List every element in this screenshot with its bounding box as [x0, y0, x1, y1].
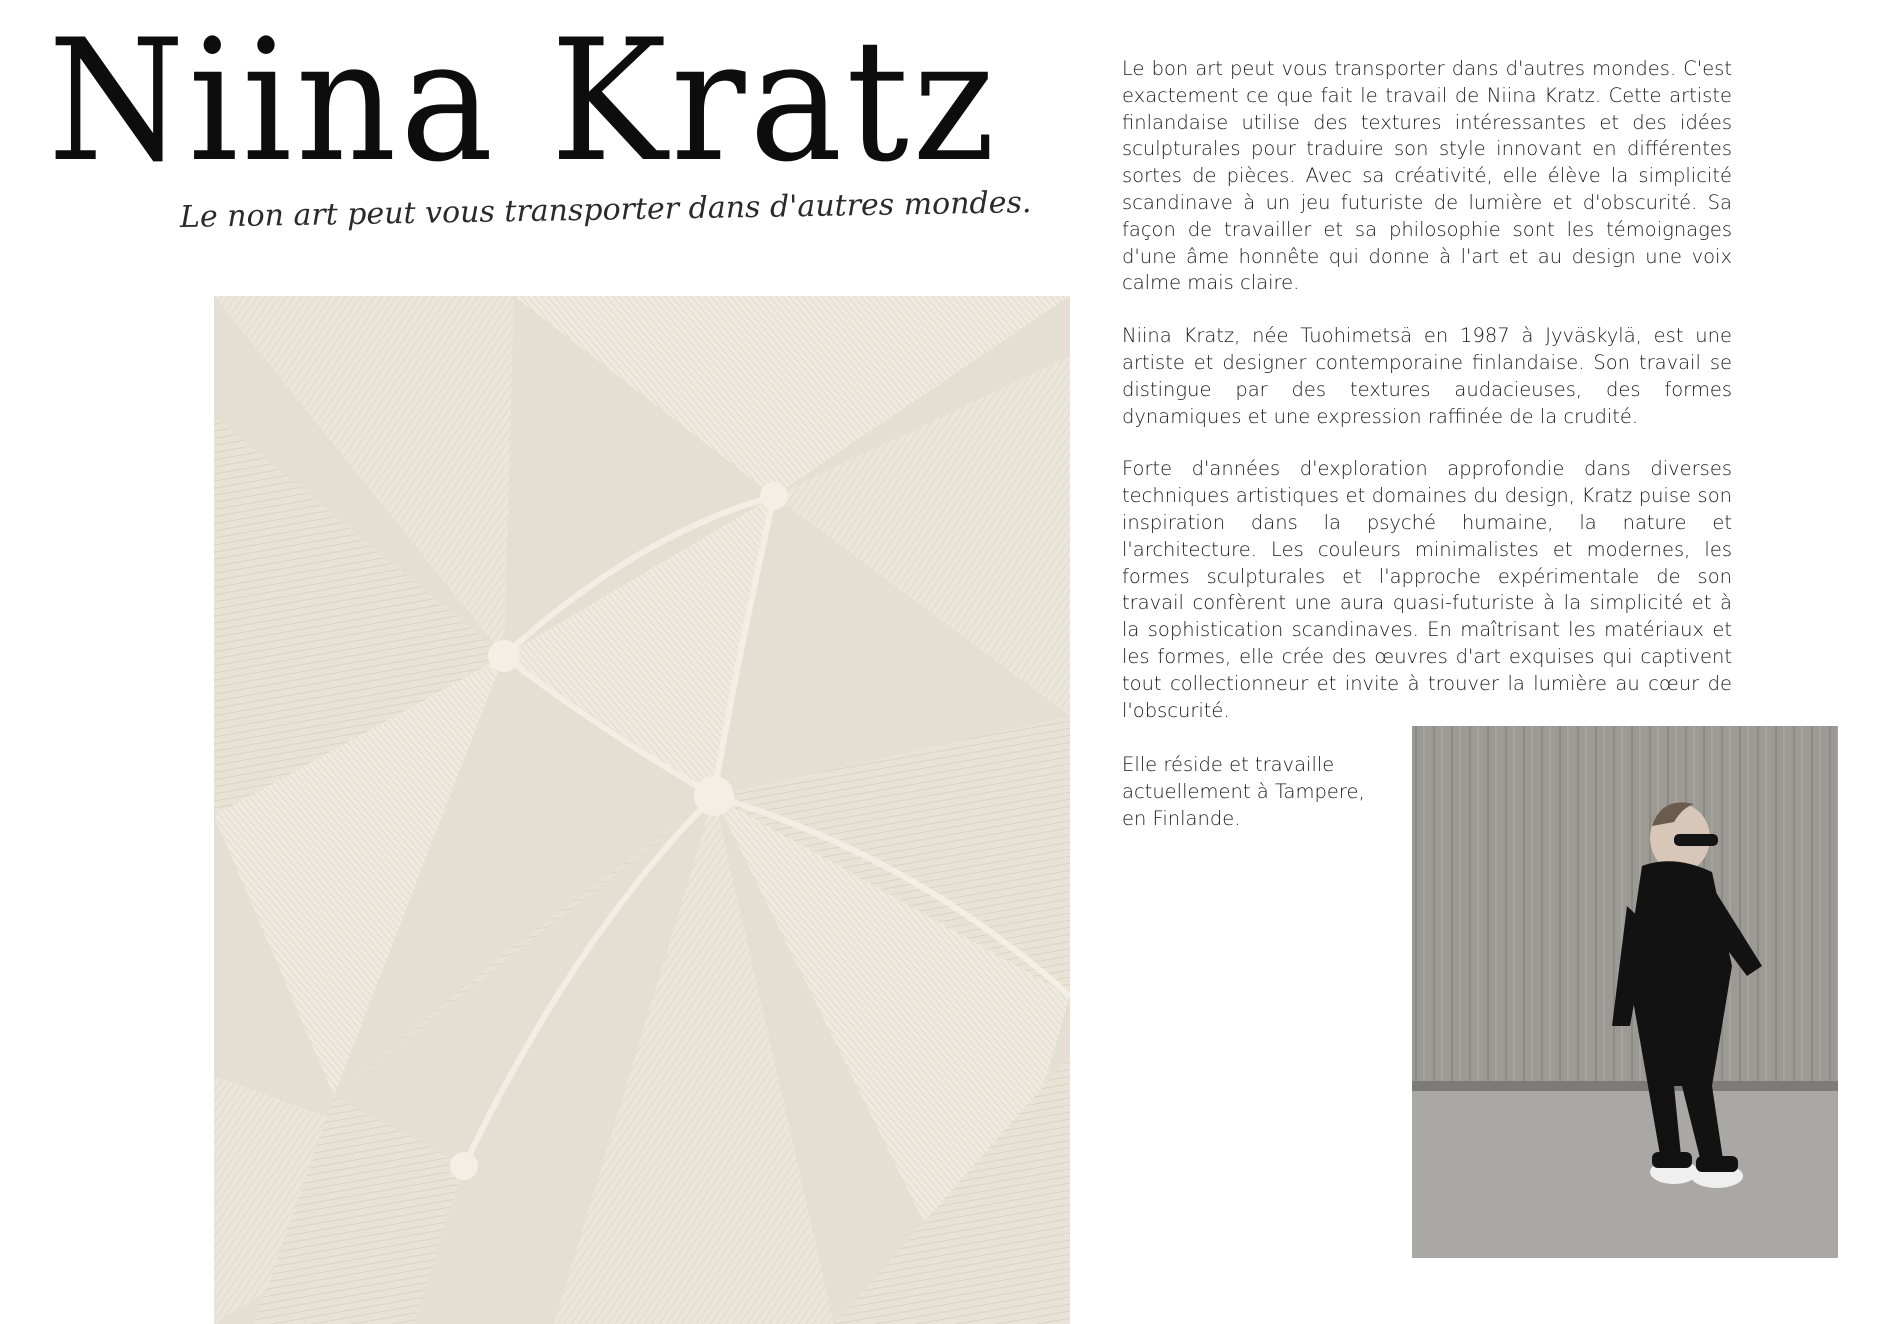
artist-name-title: Niina Kratz [48, 3, 999, 199]
bio-paragraph-3: Forte d'années d'exploration approfondie dans diverses techniques artistiques et domaines du design, Kratz puise son inspiration dans la psyché humaine, la nature et l'architecture. Les couleurs minimalistes et modernes, les formes sculpturales et l'approche expérimentale de son travail confèrent une aura quasi-futuriste à la simplicité et à la sophistication scandinaves. En maîtrisant les matériaux et les formes, elle crée des œuvres d'art exquises qui captivent tout collectionneur et invite à trouver la lumière au cœur de l'obscurité. [1122, 457, 1732, 722]
bio-paragraph-2: Niina Kratz, née Tuohimetsä en 1987 à Jyväskylä, est une artiste et designer contemporaine finlandaise. Son travail se distingue par des textures audacieuses, des formes dynamiques et une expression raffinée de la crudité. [1122, 324, 1732, 428]
artwork-image [214, 296, 1070, 1324]
bio-location: Elle réside et travaille actuellement à Tampere, en Finlande. [1122, 753, 1365, 830]
artist-portrait-photo [1412, 726, 1838, 1258]
tagline: Le non art peut vous transporter dans d'autres mondes. [179, 185, 1032, 235]
bio-text [1122, 56, 1732, 750]
bio-paragraph-1: Le bon art peut vous transporter dans d'autres mondes. C'est exactement ce que fait le travail de Niina Kratz. Cette artiste finlandaise utilise des textures intéressantes et des idées sculpturales pour traduire son style innovant en différentes sortes de pièces. Avec sa créativité, elle élève la simplicité scandinave à un jeu futuriste de lumière et d'obscurité. Sa façon de travailler et sa philosophie sont les témoignages d'une âme honnête qui donne à l'art et au design une voix calme mais claire. [1122, 57, 1732, 295]
